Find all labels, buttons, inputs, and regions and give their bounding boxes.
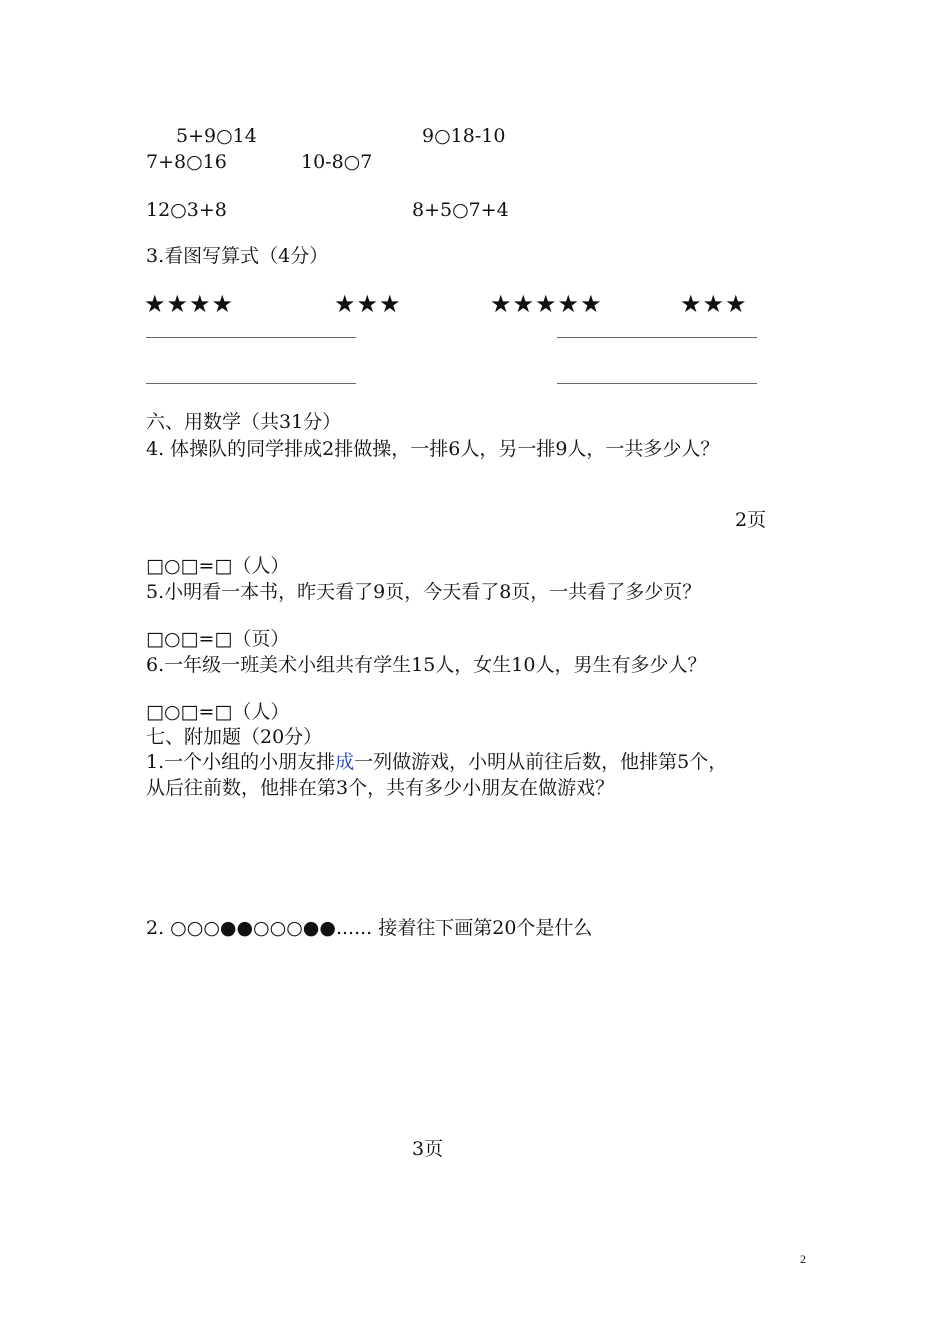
question-3-title: 3.看图写算式（4分） xyxy=(146,245,329,267)
question-5: 5.小明看一本书，昨天看了9页，今天看了8页，一共看了多少页？ xyxy=(146,581,702,603)
bonus-question-2: 2. ○○○●●○○○●●...... 接着往下画第20个是什么 xyxy=(146,917,593,939)
compare-item: 5+9○14 xyxy=(176,125,257,147)
star-group: ★★★★★ xyxy=(490,290,603,318)
page-mark: 3页 xyxy=(412,1138,444,1160)
section-7-title: 七、附加题（20分） xyxy=(146,726,323,748)
compare-item: 12○3+8 xyxy=(146,199,227,221)
compare-item: 10-8○7 xyxy=(301,151,373,173)
section-6-title: 六、用数学（共31分） xyxy=(146,411,342,433)
question-6: 6.一年级一班美术小组共有学生15人，女生10人，男生有多少人？ xyxy=(146,654,707,676)
compare-item: 7+8○16 xyxy=(146,151,227,173)
bonus-question-1 xyxy=(146,750,727,774)
answer-line xyxy=(557,383,757,384)
star-group: ★★★ xyxy=(680,290,748,318)
answer-template: □○□=□（页） xyxy=(146,628,290,650)
page-number: 2 xyxy=(800,1252,806,1266)
star-group: ★★★ xyxy=(334,290,402,318)
bonus-question-1-line-2: 从后往前数，他排在第3个，共有多少小朋友在做游戏？ xyxy=(146,777,615,799)
compare-item: 8+5○7+4 xyxy=(412,199,509,221)
question-4: 4. 体操队的同学排成2排做操，一排6人，另一排9人，一共多少人？ xyxy=(146,438,720,460)
star-group: ★★★★ xyxy=(144,290,235,318)
answer-line xyxy=(146,383,356,384)
bonus-question-1-part: 1.一个小组的小朋友排 xyxy=(146,751,336,773)
answer-template: □○□=□（人） xyxy=(146,701,290,723)
page-mark: 2页 xyxy=(735,509,767,531)
bonus-question-1-highlight: 成 xyxy=(335,751,355,773)
answer-line xyxy=(557,337,757,338)
answer-template: □○□=□（人） xyxy=(146,555,290,577)
answer-line xyxy=(146,337,356,338)
compare-item: 9○18-10 xyxy=(422,125,506,147)
bonus-question-1-part: 一列做游戏，小明从前往后数，他排第5个， xyxy=(354,751,728,773)
